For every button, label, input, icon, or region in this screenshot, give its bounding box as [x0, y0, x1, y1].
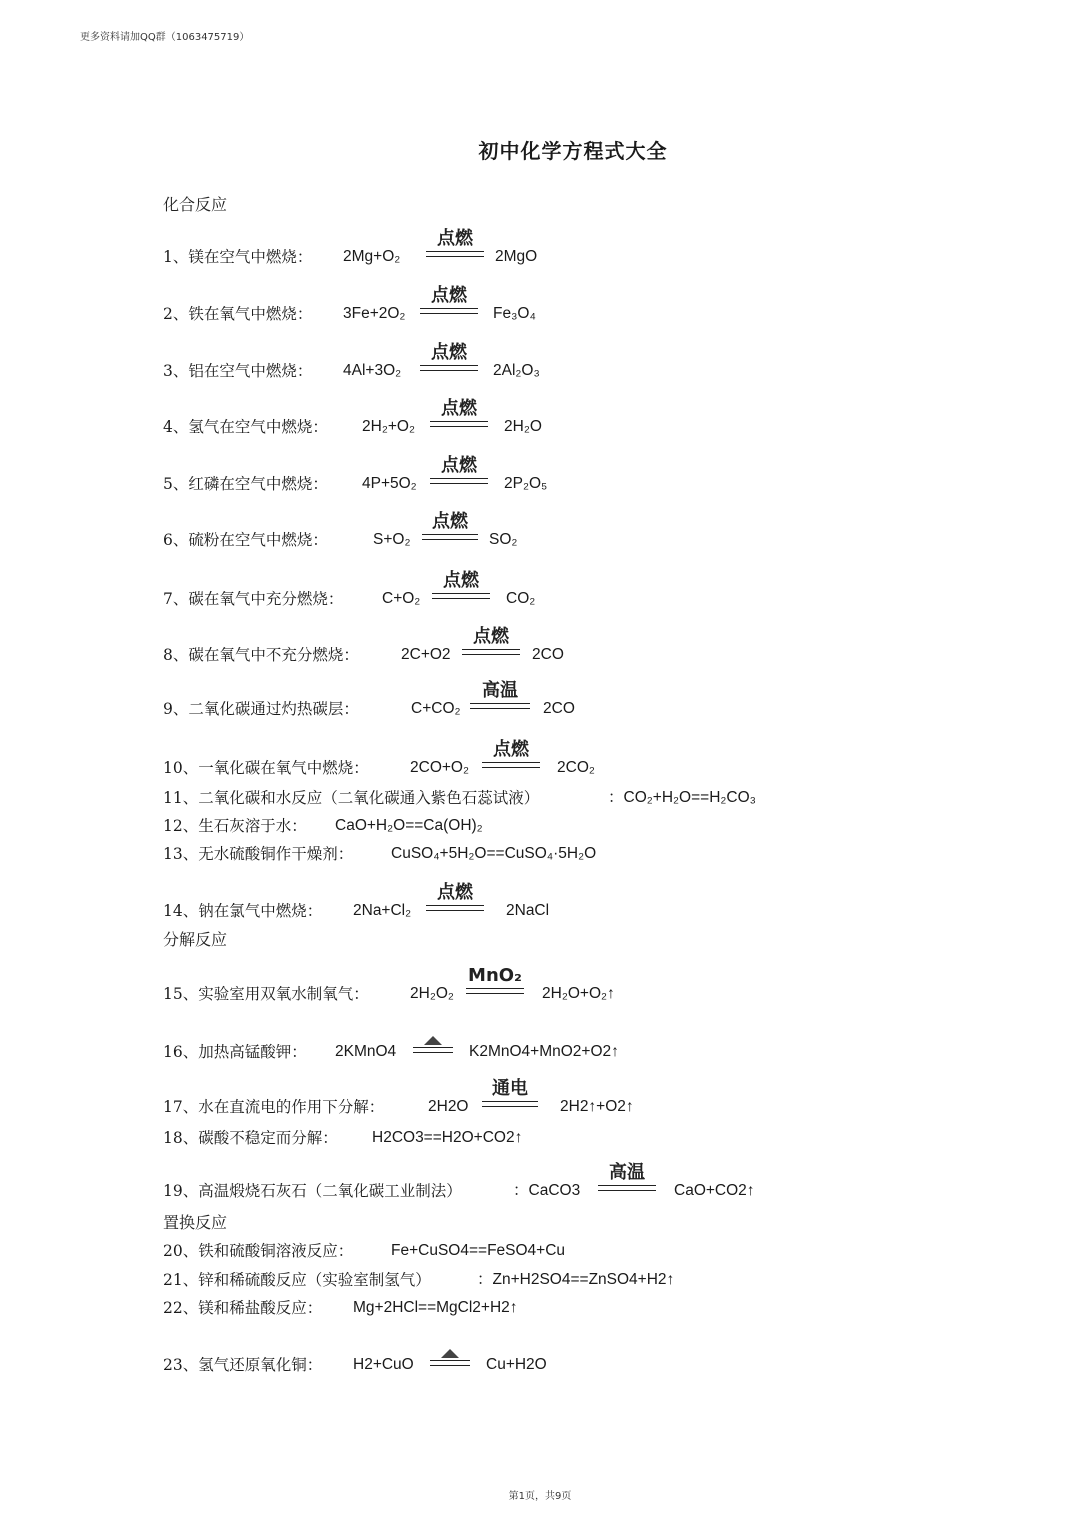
- equation-row: [163, 1355, 1040, 1375]
- reaction-description: 9、二氧化碳通过灼热碳层：: [163, 700, 359, 718]
- equation-row: [163, 965, 1040, 1004]
- products: CaO+CO2↑: [674, 1182, 755, 1199]
- products: Fe₃O₄: [493, 305, 536, 322]
- equation-row: [163, 570, 1040, 609]
- equation-row: [163, 285, 1040, 324]
- double-bar-equals: [430, 421, 488, 427]
- reactants: H2+CuO: [353, 1356, 414, 1373]
- equation-row: [163, 511, 1040, 550]
- chemical-equation: Fe+CuSO4==FeSO4+Cu: [391, 1242, 566, 1259]
- equation-row: [163, 788, 1040, 808]
- reaction-condition-label: 点燃: [432, 511, 468, 532]
- chemical-equation: CaO+H₂O==Ca(OH)₂: [335, 817, 483, 834]
- products: 2CO₂: [557, 759, 595, 776]
- equation-row: [163, 342, 1040, 381]
- products: 2Al₂O₃: [493, 362, 540, 379]
- section-heading-combination: 化合反应: [163, 195, 228, 214]
- reaction-description: 5、红磷在空气中燃烧：: [163, 475, 328, 493]
- equation-row: [163, 680, 1040, 719]
- reaction-description: 4、氢气在空气中燃烧：: [163, 418, 328, 436]
- double-bar-equals: [482, 762, 540, 768]
- equation-row: [163, 398, 1040, 437]
- reaction-condition-arrow: [426, 883, 484, 911]
- page-title: 初中化学方程式大全: [478, 139, 668, 163]
- reactants: 4P+5O₂: [362, 475, 417, 492]
- reactants: 2KMnO4: [335, 1043, 397, 1060]
- reactants: 2CO+O₂: [410, 759, 469, 776]
- reaction-description: 17、水在直流电的作用下分解：: [163, 1098, 385, 1116]
- chemical-equation: Mg+2HCl==MgCl2+H2↑: [353, 1299, 518, 1316]
- equation-row: [163, 1270, 1040, 1290]
- products: 2H₂O+O₂↑: [542, 985, 615, 1002]
- reaction-description: 12、生石灰溶于水：: [163, 817, 307, 835]
- reaction-condition-label: 高温: [482, 680, 518, 701]
- equation-row: [163, 1078, 1040, 1117]
- reaction-description: 10、一氧化碳在氧气中燃烧：: [163, 759, 369, 777]
- reaction-description: 2、铁在氧气中燃烧：: [163, 305, 313, 323]
- equation-row: [163, 1128, 1040, 1148]
- reaction-description: 1、镁在空气中燃烧：: [163, 248, 313, 266]
- double-bar-equals: [598, 1185, 656, 1191]
- reactants: 2H₂+O₂: [362, 418, 415, 435]
- reactants: 4Al+3O₂: [343, 362, 402, 379]
- double-bar-equals: [482, 1101, 538, 1107]
- reactants: 2H₂O₂: [410, 985, 454, 1002]
- reaction-condition-label: 通电: [492, 1078, 528, 1099]
- reactants: 2H2O: [428, 1098, 469, 1115]
- heating-triangle-icon: [424, 1036, 442, 1045]
- reaction-condition-arrow: [422, 512, 478, 540]
- reaction-condition-arrow: [470, 681, 530, 709]
- reaction-condition-label: 点燃: [431, 285, 467, 306]
- reaction-condition-arrow: [420, 343, 478, 371]
- reaction-description: 16、加热高锰酸钾：: [163, 1043, 307, 1061]
- reaction-condition-label: 高温: [609, 1162, 645, 1183]
- reactants: C+O₂: [382, 590, 421, 607]
- double-bar-equals: [426, 905, 484, 911]
- reactants: 3Fe+2O₂: [343, 305, 406, 322]
- chemical-equation: ：CO₂+H₂O==H₂CO₃: [608, 789, 756, 806]
- reaction-condition-arrow: [426, 229, 484, 257]
- reaction-condition-arrow: [462, 627, 520, 655]
- reactants: 2Na+Cl₂: [353, 902, 412, 919]
- section-heading-replacement: 置换反应: [163, 1213, 228, 1232]
- chemical-equation: CuSO₄+5H₂O==CuSO₄·5H₂O: [391, 845, 597, 862]
- reactants: ：CaCO3: [513, 1182, 581, 1199]
- reaction-description: 11、二氧化碳和水反应（二氧化碳通入紫色石蕊试液）: [163, 789, 540, 807]
- reaction-condition-arrow: [430, 399, 488, 427]
- reaction-description: 13、无水硫酸铜作干燥剂：: [163, 845, 354, 863]
- reaction-description: 3、铝在空气中燃烧：: [163, 362, 313, 380]
- equation-row: [163, 844, 1040, 864]
- products: 2CO: [532, 646, 564, 663]
- reaction-condition-label: MnO₂: [468, 965, 522, 986]
- double-bar-equals: [430, 478, 488, 484]
- reaction-condition-label: 点燃: [443, 570, 479, 591]
- chemical-equation: ：Zn+H2SO4==ZnSO4+H2↑: [477, 1271, 675, 1288]
- reaction-condition-label: 点燃: [437, 882, 473, 903]
- reaction-condition-arrow: [413, 1036, 453, 1053]
- reaction-description: 18、碳酸不稳定而分解：: [163, 1129, 338, 1147]
- reaction-condition-arrow: [430, 1349, 470, 1366]
- products: 2H2↑+O2↑: [560, 1098, 634, 1115]
- reactants: S+O₂: [373, 531, 411, 548]
- reaction-condition-label: 点燃: [437, 228, 473, 249]
- double-bar-equals: [420, 365, 478, 371]
- reaction-description: 7、碳在氧气中充分燃烧：: [163, 590, 344, 608]
- double-bar-equals: [470, 703, 530, 709]
- products: Cu+H2O: [486, 1356, 547, 1373]
- equation-row: [163, 1298, 1040, 1318]
- reaction-description: 21、锌和稀硫酸反应（实验室制氢气）: [163, 1271, 431, 1289]
- header-note: 更多资料请加QQ群（1063475719）: [80, 32, 250, 43]
- reaction-description: 19、高温煅烧石灰石（二氧化碳工业制法）: [163, 1182, 462, 1200]
- reaction-condition-label: 点燃: [441, 455, 477, 476]
- reaction-condition-label: 点燃: [441, 398, 477, 419]
- products: 2MgO: [495, 248, 538, 265]
- reaction-description: 22、镁和稀盐酸反应：: [163, 1299, 323, 1317]
- reaction-condition-label: 点燃: [431, 342, 467, 363]
- equation-row: [163, 626, 1040, 665]
- section-heading-decomposition: 分解反应: [163, 930, 228, 949]
- page-footer: 第1页，共9页: [508, 1491, 572, 1502]
- reaction-description: 8、碳在氧气中不充分燃烧：: [163, 646, 359, 664]
- reaction-condition-arrow: [432, 571, 490, 599]
- double-bar-equals: [426, 251, 484, 257]
- double-bar-equals: [422, 534, 478, 540]
- chemical-equation: H2CO3==H2O+CO2↑: [372, 1129, 523, 1146]
- products: SO₂: [489, 531, 518, 548]
- equation-row: [163, 455, 1040, 494]
- reaction-condition-label: 点燃: [473, 626, 509, 647]
- double-bar-equals: [420, 308, 478, 314]
- equation-row: [163, 882, 1040, 921]
- reaction-condition-arrow: [482, 740, 540, 768]
- reaction-condition-label: 点燃: [493, 739, 529, 760]
- reaction-condition-arrow: [430, 456, 488, 484]
- heating-triangle-icon: [441, 1349, 459, 1358]
- equation-row: [163, 228, 1040, 267]
- reactants: C+CO₂: [411, 700, 461, 717]
- equation-row: [163, 1042, 1040, 1062]
- equation-row: [163, 1241, 1040, 1261]
- reaction-condition-arrow: [482, 1079, 538, 1107]
- equation-row: [163, 816, 1040, 836]
- reaction-description: 15、实验室用双氧水制氧气：: [163, 985, 369, 1003]
- equation-row: [163, 1162, 1040, 1201]
- products: 2NaCl: [506, 902, 550, 919]
- reaction-description: 6、硫粉在空气中燃烧：: [163, 531, 328, 549]
- double-bar-equals: [462, 649, 520, 655]
- double-bar-equals: [466, 988, 524, 994]
- double-bar-equals: [432, 593, 490, 599]
- reaction-description: 14、钠在氯气中燃烧：: [163, 902, 323, 920]
- reactants: 2C+O2: [401, 646, 451, 663]
- reaction-description: 20、铁和硫酸铜溶液反应：: [163, 1242, 354, 1260]
- products: K2MnO4+MnO2+O2↑: [469, 1043, 619, 1060]
- reactants: 2Mg+O₂: [343, 248, 401, 265]
- products: 2H₂O: [504, 418, 542, 435]
- products: CO₂: [506, 590, 536, 607]
- products: 2CO: [543, 700, 575, 717]
- reaction-condition-arrow: [466, 966, 524, 994]
- double-bar-equals: [430, 1360, 470, 1366]
- equation-row: [163, 739, 1040, 778]
- reaction-condition-arrow: [598, 1163, 656, 1191]
- products: 2P₂O₅: [504, 475, 548, 492]
- double-bar-equals: [413, 1047, 453, 1053]
- reaction-description: 23、氢气还原氧化铜：: [163, 1356, 323, 1374]
- reaction-condition-arrow: [420, 286, 478, 314]
